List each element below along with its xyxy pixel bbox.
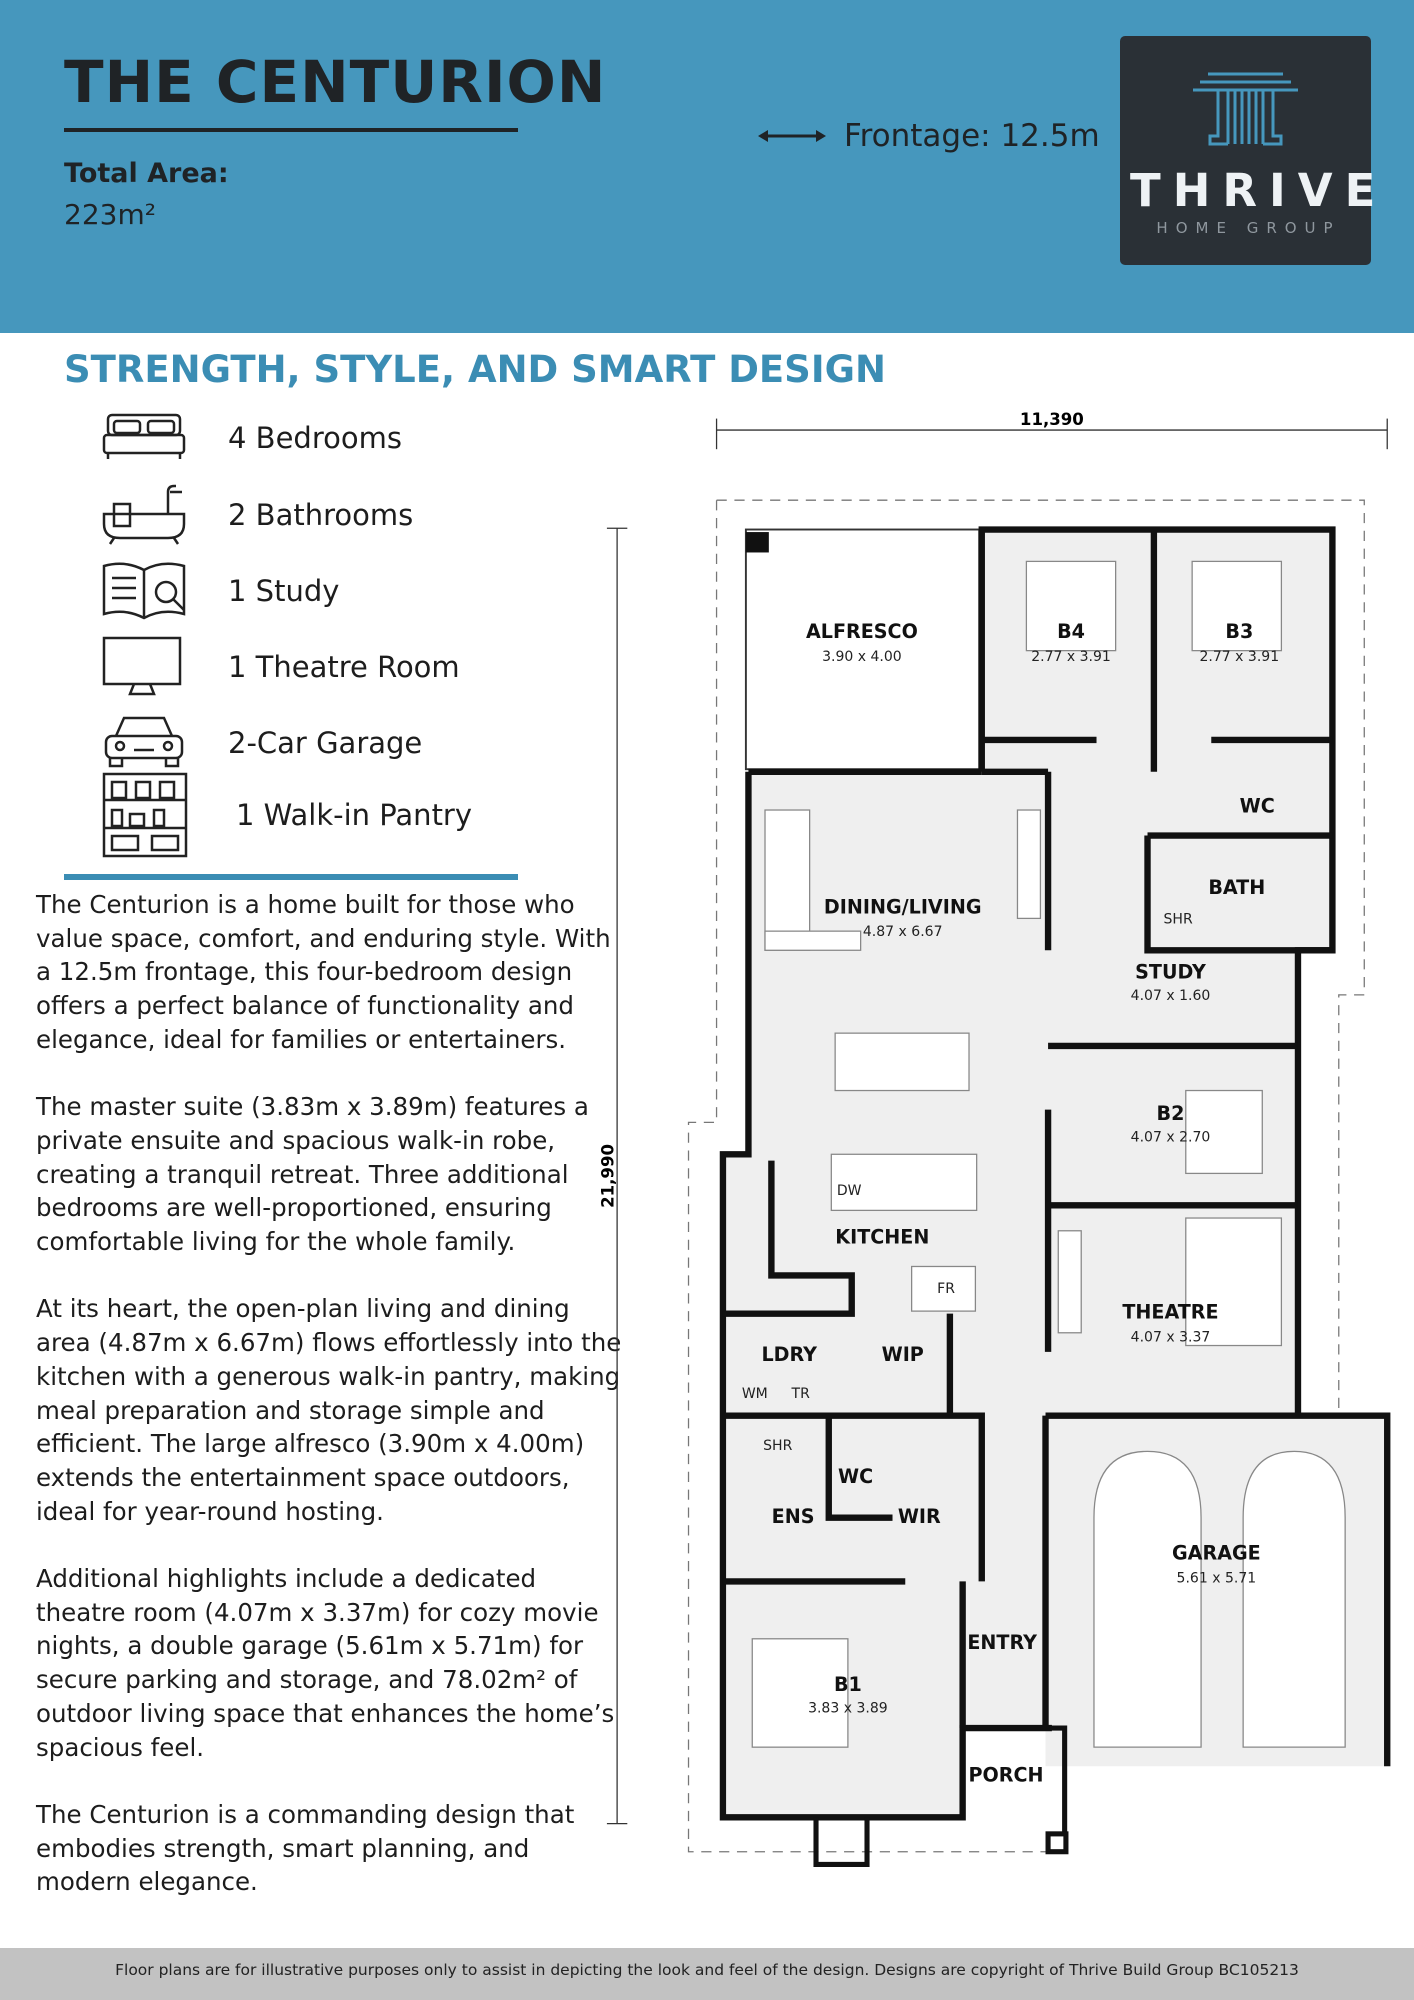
logo-name: THRIVE	[1130, 164, 1388, 217]
room-label-b3: B3	[1225, 619, 1254, 643]
room-size-dining-living: 4.87 x 6.67	[862, 924, 943, 941]
room-label-wip: WIP	[881, 1342, 924, 1366]
description-paragraph: At its heart, the open-plan living and dining area (4.87m x 6.67m) flows effortlessly into the kitchen with a generous walk-in pantry, making meal preparation and storage simple and efficient. The large alfresco (3.90m x 4.00m) extends the entertainment space outdoors, ideal for year-round hosting.	[36, 1294, 622, 1526]
description-paragraph: The Centurion is a home built for those who value space, comfort, and enduring style. With a 12.5m frontage, this four-bedroom design offers a perfect balance of functionality and elegance, ideal for families or entertainers.	[36, 890, 611, 1054]
feature-label: 2 Bathrooms	[228, 498, 414, 532]
room-label-ens: ENS	[771, 1504, 815, 1528]
footer-disclaimer: Floor plans are for illustrative purposes only to assist in depicting the look and feel of the design. Designs are copyright of Thrive Build Group BC105213	[0, 1948, 1414, 2000]
room-size-b1: 3.83 x 3.89	[808, 1700, 888, 1717]
label-shr2: SHR	[763, 1438, 793, 1455]
room-label-study: STUDY	[1135, 960, 1206, 984]
logo-subtitle: HOME GROUP	[1156, 219, 1341, 237]
label-dw: DW	[836, 1183, 862, 1200]
room-label-b1: B1	[833, 1673, 862, 1697]
room-label-garage: GARAGE	[1172, 1541, 1261, 1565]
room-label-b2: B2	[1156, 1101, 1185, 1125]
label-fr: FR	[937, 1281, 955, 1298]
room-size-garage: 5.61 x 5.71	[1176, 1570, 1257, 1587]
room-label-entry: ENTRY	[967, 1630, 1037, 1654]
description-paragraph: Additional highlights include a dedicated theatre room (4.07m x 3.37m) for cozy movie nights, a double garage (5.61m x 5.71m) for secure parking and storage, and 78.02m² of outdoor living space that enhances the home’s spacious feel.	[36, 1564, 615, 1762]
room-label-alfresco: ALFRESCO	[806, 619, 918, 643]
room-size-b3: 2.77 x 3.91	[1199, 648, 1280, 665]
room-label-theatre: THEATRE	[1122, 1300, 1219, 1324]
total-area-label: Total Area:	[64, 158, 229, 189]
page-title: THE CENTURION	[64, 48, 607, 116]
feature-label: 1 Theatre Room	[228, 650, 460, 684]
room-size-alfresco: 3.90 x 4.00	[822, 648, 902, 665]
feature-label: 1 Study	[228, 574, 340, 608]
corner-post	[746, 532, 769, 552]
room-size-b2: 4.07 x 2.70	[1130, 1129, 1211, 1146]
room-label-ldry: LDRY	[761, 1342, 818, 1366]
room-label-wc2: WC	[837, 1465, 874, 1489]
room-size-theatre: 4.07 x 3.37	[1130, 1329, 1211, 1346]
feature-label: 1 Walk-in Pantry	[236, 798, 473, 832]
depth-dimension-label: 21,990	[598, 1143, 618, 1208]
width-dimension-label: 11,390	[1019, 409, 1084, 429]
frontage-text: Frontage: 12.5m	[844, 118, 1100, 154]
room-label-kitchen: KITCHEN	[835, 1225, 930, 1249]
room-label-wir: WIR	[897, 1504, 941, 1528]
porch-post	[1048, 1834, 1066, 1852]
room-label-dining-living: DINING/LIVING	[823, 895, 982, 919]
feature-label: 2-Car Garage	[228, 726, 423, 760]
room-size-study: 4.07 x 1.60	[1130, 988, 1211, 1005]
feature-label: 4 Bedrooms	[228, 421, 402, 455]
label-shr: SHR	[1163, 911, 1193, 928]
room-label-porch: PORCH	[968, 1763, 1044, 1787]
total-area-value: 223m²	[64, 198, 156, 231]
description-paragraph: The master suite (3.83m x 3.89m) features a private ensuite and spacious walk-in robe, creating a tranquil retreat. Three additional bedrooms are well-proportioned, ensuring comfortable living for the whole family.	[36, 1092, 589, 1257]
room-label-b4: B4	[1057, 619, 1085, 643]
room-label-wc: WC	[1239, 794, 1275, 818]
room-label-bath: BATH	[1208, 876, 1266, 900]
room-size-b4: 2.77 x 3.91	[1031, 648, 1111, 665]
description-paragraph: The Centurion is a commanding design that embodies strength, smart planning, and modern elegance.	[36, 1799, 575, 1897]
label-tr: TR	[791, 1385, 810, 1402]
label-wm: WM	[741, 1385, 768, 1402]
section-title: STRENGTH, STYLE, AND SMART DESIGN	[64, 348, 886, 391]
